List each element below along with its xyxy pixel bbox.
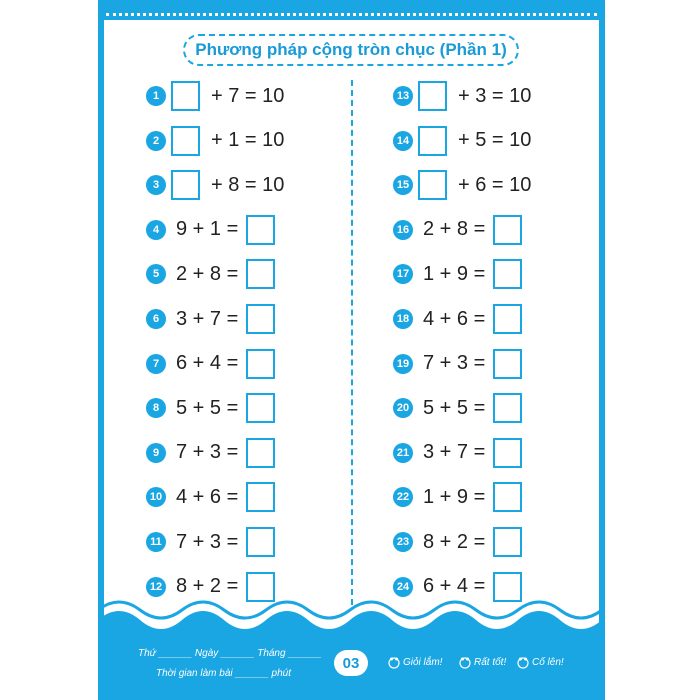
exercise-number-badge: 12 xyxy=(146,577,166,597)
answer-box[interactable] xyxy=(246,215,275,245)
answer-box[interactable] xyxy=(246,393,275,423)
equation-text: 8 + 2 = xyxy=(423,530,486,553)
exercise-row xyxy=(393,214,522,246)
frog-icon xyxy=(516,655,530,669)
exercise-row xyxy=(146,437,275,469)
exercise-row xyxy=(393,303,522,335)
exercise-row xyxy=(146,348,275,380)
exercise-row xyxy=(146,481,275,513)
equation-text: 6 + 4 = xyxy=(176,352,239,375)
equation-text: 8 + 2 = xyxy=(176,575,239,598)
exercise-row xyxy=(393,125,531,157)
answer-box[interactable] xyxy=(418,81,447,111)
exercise-number-badge: 10 xyxy=(146,487,166,507)
right-border xyxy=(599,0,605,700)
answer-box[interactable] xyxy=(493,304,522,334)
answer-box[interactable] xyxy=(246,438,275,468)
left-border xyxy=(98,0,104,700)
equation-text: 7 + 3 = xyxy=(423,352,486,375)
frog-icon xyxy=(458,655,472,669)
column-divider xyxy=(351,80,353,605)
exercise-number-badge: 22 xyxy=(393,487,413,507)
exercise-row xyxy=(146,169,284,201)
answer-box[interactable] xyxy=(418,126,447,156)
answer-box[interactable] xyxy=(493,215,522,245)
exercise-number-badge: 19 xyxy=(393,354,413,374)
exercise-number-badge: 15 xyxy=(393,175,413,195)
exercise-row xyxy=(146,125,284,157)
equation-text: 6 + 4 = xyxy=(423,575,486,598)
exercise-number-badge: 16 xyxy=(393,220,413,240)
exercise-row xyxy=(146,526,275,558)
answer-box[interactable] xyxy=(493,438,522,468)
answer-box[interactable] xyxy=(246,527,275,557)
exercise-number-badge: 2 xyxy=(146,131,166,151)
exercise-number-badge: 5 xyxy=(146,264,166,284)
answer-box[interactable] xyxy=(493,349,522,379)
exercise-row xyxy=(146,258,275,290)
equation-text: 3 + 7 = xyxy=(423,441,486,464)
equation-text: 2 + 8 = xyxy=(176,262,239,285)
exercise-row xyxy=(146,80,284,112)
praise-keep-going-label: Cố lên! xyxy=(532,656,564,668)
equation-text: 3 + 7 = xyxy=(176,307,239,330)
exercise-row xyxy=(393,169,531,201)
exercise-row xyxy=(393,348,522,380)
equation-text: + 1 = 10 xyxy=(211,129,285,152)
frog-icon xyxy=(387,655,401,669)
answer-box[interactable] xyxy=(493,393,522,423)
equation-text: 2 + 8 = xyxy=(423,218,486,241)
equation-text: 5 + 5 = xyxy=(176,396,239,419)
exercise-row xyxy=(393,392,522,424)
exercise-number-badge: 11 xyxy=(146,532,166,552)
exercise-number-badge: 20 xyxy=(393,398,413,418)
dotted-trim xyxy=(106,13,597,16)
exercise-number-badge: 23 xyxy=(393,532,413,552)
answer-box[interactable] xyxy=(246,259,275,289)
answer-box[interactable] xyxy=(493,482,522,512)
praise-very-good xyxy=(458,655,506,669)
top-border xyxy=(98,0,605,20)
exercise-row xyxy=(146,214,275,246)
exercise-number-badge: 13 xyxy=(393,86,413,106)
equation-text: 1 + 9 = xyxy=(423,262,486,285)
answer-box[interactable] xyxy=(493,259,522,289)
exercise-row xyxy=(393,258,522,290)
exercise-row xyxy=(393,80,531,112)
exercise-number-badge: 18 xyxy=(393,309,413,329)
praise-great-label: Giỏi lắm! xyxy=(403,656,443,668)
exercise-number-badge: 21 xyxy=(393,443,413,463)
exercise-number-badge: 14 xyxy=(393,131,413,151)
praise-great xyxy=(387,655,442,669)
exercise-number-badge: 9 xyxy=(146,443,166,463)
equation-text: + 6 = 10 xyxy=(458,173,532,196)
exercise-number-badge: 3 xyxy=(146,175,166,195)
answer-box[interactable] xyxy=(418,170,447,200)
exercise-row xyxy=(393,437,522,469)
equation-text: 1 + 9 = xyxy=(423,485,486,508)
exercise-number-badge: 6 xyxy=(146,309,166,329)
exercise-number-badge: 1 xyxy=(146,86,166,106)
equation-text: + 8 = 10 xyxy=(211,173,285,196)
exercise-number-badge: 4 xyxy=(146,220,166,240)
equation-text: 7 + 3 = xyxy=(176,530,239,553)
page-number-badge xyxy=(334,650,368,676)
exercise-number-badge: 8 xyxy=(146,398,166,418)
equation-text: 7 + 3 = xyxy=(176,441,239,464)
page-title: Phương pháp cộng tròn chục (Phần 1) xyxy=(195,40,507,59)
page-number: 03 xyxy=(342,654,360,672)
exercise-row xyxy=(146,392,275,424)
worksheet-page xyxy=(98,0,605,700)
praise-keep-going xyxy=(516,655,564,669)
answer-box[interactable] xyxy=(171,126,200,156)
exercise-number-badge: 24 xyxy=(393,577,413,597)
exercise-number-badge: 7 xyxy=(146,354,166,374)
equation-text: + 7 = 10 xyxy=(211,84,285,107)
title-banner xyxy=(183,34,519,66)
answer-box[interactable] xyxy=(171,81,200,111)
answer-box[interactable] xyxy=(493,527,522,557)
answer-box[interactable] xyxy=(246,304,275,334)
exercise-row xyxy=(393,481,522,513)
exercise-number-badge: 17 xyxy=(393,264,413,284)
praise-very-good-label: Rất tốt! xyxy=(474,656,507,668)
answer-box[interactable] xyxy=(246,482,275,512)
equation-text: 5 + 5 = xyxy=(423,396,486,419)
exercise-row xyxy=(393,526,522,558)
answer-box[interactable] xyxy=(246,349,275,379)
date-line: Thứ ______ Ngày ______ Tháng ______ xyxy=(138,648,322,659)
equation-text: 4 + 6 = xyxy=(423,307,486,330)
answer-box[interactable] xyxy=(171,170,200,200)
equation-text: + 3 = 10 xyxy=(458,84,532,107)
equation-text: 9 + 1 = xyxy=(176,218,239,241)
equation-text: 4 + 6 = xyxy=(176,485,239,508)
time-line: Thời gian làm bài ______ phút xyxy=(156,668,292,679)
equation-text: + 5 = 10 xyxy=(458,129,532,152)
exercise-row xyxy=(146,303,275,335)
